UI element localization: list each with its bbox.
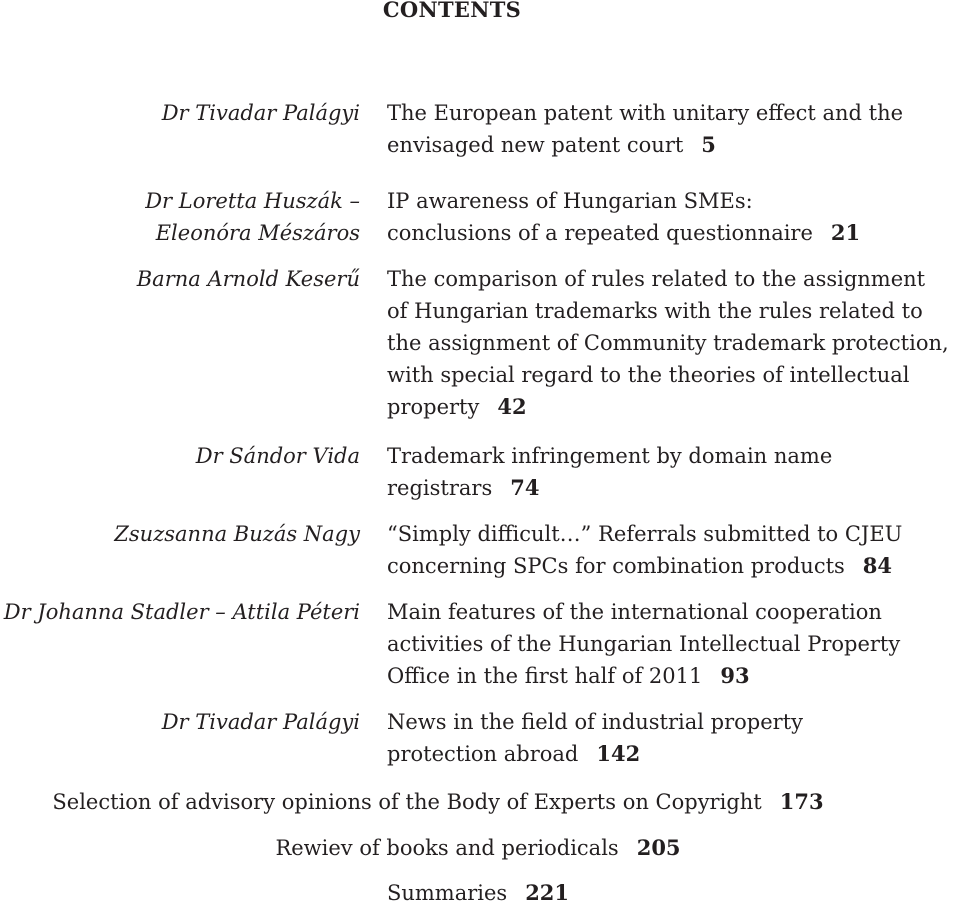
toc-title-line <box>387 738 803 770</box>
toc-author-line: Eleonóra Mészáros <box>155 221 360 245</box>
toc-author <box>196 440 360 472</box>
toc-page-number: 173 <box>779 789 824 814</box>
toc-title-text: protection abroad <box>387 742 579 766</box>
toc-title-text: conclusions of a repeated questionnaire <box>387 221 813 245</box>
toc-author-line: Dr Sándor Vida <box>195 444 360 468</box>
toc-author <box>137 263 360 295</box>
toc-title-line <box>387 217 860 249</box>
toc-author-line: Dr Tivadar Palágyi <box>161 101 360 125</box>
toc-title <box>387 263 949 423</box>
toc-author <box>162 97 360 129</box>
toc-title-line: The European patent with unitary effect and the <box>387 101 904 125</box>
toc-page-number: 21 <box>830 220 861 245</box>
toc-page-number: 84 <box>862 553 893 578</box>
toc-title-line <box>387 660 900 692</box>
toc-title-line <box>387 129 903 161</box>
toc-page-number: 205 <box>636 835 681 860</box>
toc-title-line: with special regard to the theories of intellectual <box>387 363 910 387</box>
toc-title <box>387 518 902 582</box>
toc-section[interactable] <box>0 832 958 864</box>
toc-author-line: Zsuzsanna Buzás Nagy <box>114 522 360 546</box>
toc-title-line: Main features of the international cooperation <box>387 600 882 624</box>
toc-section[interactable] <box>0 786 918 818</box>
toc-title <box>387 185 860 249</box>
toc-page-number: 93 <box>720 663 750 688</box>
toc-title-line: The comparison of rules related to the assignment <box>387 267 926 291</box>
toc-title-text: Office in the first half of 2011 <box>387 664 703 688</box>
toc-author-line: Dr Tivadar Palágyi <box>161 710 360 734</box>
toc-section-label: Rewiev of books and periodicals <box>275 836 619 860</box>
toc-page-number: 42 <box>497 394 527 419</box>
toc-title-line: IP awareness of Hungarian SMEs: <box>387 189 753 213</box>
toc-author-line: Dr Johanna Stadler – Attila Péteri <box>3 600 360 624</box>
toc-title-text: registrars <box>387 476 493 500</box>
toc-author <box>114 518 360 550</box>
toc-section[interactable] <box>0 877 958 909</box>
toc-section-label: Summaries <box>386 881 508 905</box>
toc-title-text: envisaged new patent court <box>387 133 684 157</box>
toc-section-label: Selection of advisory opinions of the Body of Experts on Copyright <box>52 790 762 814</box>
toc-title-text: concerning SPCs for combination products <box>387 554 845 578</box>
toc-title-line: Trademark infringement by domain name <box>387 444 833 468</box>
toc-page-number: 74 <box>510 475 540 500</box>
toc-page-number: 5 <box>701 132 716 157</box>
toc-title-line: of Hungarian trademarks with the rules related to <box>387 299 923 323</box>
toc-author <box>162 706 360 738</box>
page-title: CONTENTS <box>382 0 522 22</box>
toc-author <box>4 596 360 628</box>
toc-title <box>387 97 903 161</box>
toc-title-line: News in the field of industrial property <box>387 710 804 734</box>
toc-title-line: “Simply difficult…” Referrals submitted to CJEU <box>387 522 903 546</box>
toc-author-line: Barna Arnold Keserű <box>136 267 360 291</box>
toc-title-line <box>387 550 902 582</box>
toc-title <box>387 596 900 692</box>
toc-page-number: 142 <box>596 741 641 766</box>
toc-title-line <box>387 472 832 504</box>
toc-title-text: property <box>387 395 480 419</box>
toc-title <box>387 440 832 504</box>
toc-title-line <box>387 391 949 423</box>
toc-title-line: the assignment of Community trademark protection, <box>387 331 949 355</box>
toc-title <box>387 706 803 770</box>
toc-title-line: activities of the Hungarian Intellectual Property <box>387 632 901 656</box>
toc-author <box>145 185 360 249</box>
toc-author-line: Dr Loretta Huszák – <box>145 189 360 213</box>
toc-page-number: 221 <box>525 880 570 905</box>
